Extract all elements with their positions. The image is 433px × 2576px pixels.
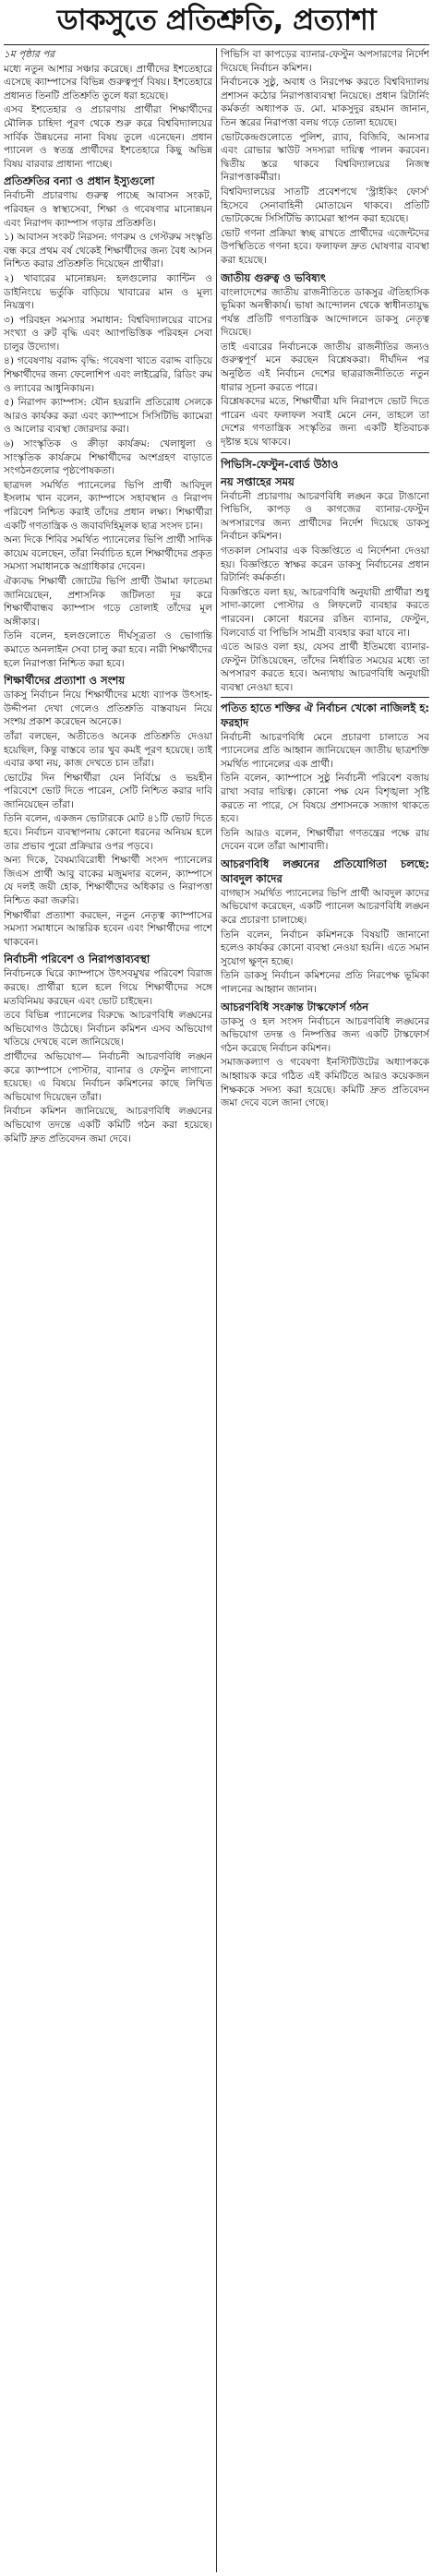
paragraph: ৩) পরিবহন সমস্যার সমাধান: বিশ্ববিদ্যালয়ের বাসের সংখ্যা ও রুট বৃদ্ধি এবং অ্যাপভিত্তিক পরিবহন সেবা চালুর উদ্যোগ।: [4, 314, 212, 353]
paragraph: তাঁরা বলছেন, অতীতেও অনেক প্রতিশ্রুতি দেওয়া হয়েছিল, কিন্তু বাস্তবে তার খুব কমই পূরণ হয়েছে। তাই এবার কথা নয়, কাজ দেখতে চান তাঁরা।: [4, 730, 212, 770]
paragraph: ৪) গবেষণায় বরাদ্দ বৃদ্ধি: গবেষণা খাতে বরাদ্দ বাড়িয়ে শিক্ষার্থীদের জন্য ফেলোশিপ এবং লাইব্রেরি, রিডিং রুম ও ল্যাবের আধুনিকায়ন।: [4, 355, 212, 394]
paragraph: ডাকসু নির্বাচন নিয়ে শিক্ষার্থীদের মধ্যে ব্যাপক উৎসাহ-উদ্দীপনা দেখা গেলেও প্রতিশ্রুতি বাস্তবায়ন নিয়ে সংশয় প্রকাশ করেছেন অনেকে।: [4, 689, 212, 728]
paragraph: নির্বাচন কমিশন জানিয়েছে, আচরণবিধি লঙ্ঘনের অভিযোগ তদন্তে একটি কমিটি গঠন করা হয়েছে। কমিটি দ্রুত প্রতিবেদন জমা দেবে।: [4, 1106, 212, 1144]
paragraph: গতকাল সোমবার এক বিজ্ঞপ্তিতে এ নির্দেশনা দেওয়া হয়। বিজ্ঞপ্তিতে স্বাক্ষর করেন ডাকসু নির্বাচনের প্রধান রিটার্নিং কর্মকর্তা।: [220, 545, 429, 584]
section-heading: পতিত হাতে শক্তির ঐ নির্বাচন খেকো নাজিলই হ: ফরহাদ: [220, 701, 429, 729]
column-divider: [216, 48, 217, 2572]
paragraph: নির্বাচনকে ঘিরে ক্যাম্পাসে উৎসবমুখর পরিবেশ বিরাজ করছে। প্রার্থীরা হলে হলে গিয়ে শিক্ষার্থীদের সঙ্গে মতবিনিময় করছেন এবং ভোট চাইছেন।: [4, 968, 212, 1007]
paragraph: বিশ্লেষকদের মতে, শিক্ষার্থীরা যদি নিরাপদে ভোট দিতে পারেন এবং ফলাফল সবাই মেনে নেন, তাহলে তা দেশের গণতান্ত্রিক সংস্কৃতির জন্য একটি ইতিবাচক দৃষ্টান্ত হয়ে থাকবে।: [220, 396, 429, 449]
paragraph: নির্বাচনী প্রচারণায় গুরুত্ব পাচ্ছে আবাসন সংকট, পরিবহন ও স্বাস্থ্যসেবা, শিক্ষা ও গবেষণার মানোন্নয়ন এবং নিরাপদ ক্যাম্পাস গড়ার প্রতিশ্রুতি।: [4, 190, 212, 229]
section-heading: জাতীয় গুরুত্ব ও ভবিষ্যৎ: [220, 270, 327, 284]
left-column-body: [4, 63, 212, 1146]
paragraph: ভোটকেন্দ্রগুলোতে পুলিশ, র‍্যাব, বিজিবি, আনসার এবং রোভার স্কাউট সদস্যরা দায়িত্ব পালন করবেন। দ্বিতীয় স্তরে থাকবে বিশ্ববিদ্যালয়ের নিজস্ব নিরাপত্তাকর্মীরা।: [220, 131, 429, 184]
paragraph: তিনি বলেন, নির্বাচন কমিশনকে বিষয়টি জানানো হলেও কার্যকর কোনো ব্যবস্থা নেওয়া হয়নি। এতে সমান সুযোগ ক্ষুণ্ন হচ্ছে।: [220, 929, 429, 967]
headline: ডাকসুতে প্রতিশ্রুতি, প্রত্যাশা: [56, 4, 377, 37]
section-heading: আচরণবিধি সংক্রান্ত টাস্কফোর্স গঠন: [220, 1000, 369, 1013]
paragraph: এতে আরও বলা হয়, যেসব প্রার্থী ইতিমধ্যে ব্যানার-ফেস্টুন টাঙিয়েছেন, তাঁদের নির্ধারিত সময়ের মধ্যে তা অপসারণ করতে হবে। অন্যথায় আচরণবিধি অনুযায়ী ব্যবস্থা নেওয়া হবে।: [220, 641, 429, 693]
right-column-body: [221, 48, 429, 1110]
paragraph: তিনি ডাকসু নির্বাচন কমিশনের প্রতি নিরপেক্ষ ভূমিকা পালনের আহ্বান জানান।: [220, 970, 429, 996]
paragraph: তিনি বলেন, ক্যাম্পাসে সুষ্ঠু নির্বাচনী পরিবেশ বজায় রাখা সবার দায়িত্ব। কোনো পক্ষ যেন বিশৃঙ্খলা সৃষ্টি করতে না পারে, সে বিষয়ে প্রশাসনকে সজাগ থাকতে হবে।: [220, 773, 429, 825]
paragraph: ডাকসু ও হল সংসদ নির্বাচনে আচরণবিধি লঙ্ঘনের অভিযোগ তদন্ত ও নিষ্পত্তির জন্য একটি টাস্কফোর্স গঠন করেছে নির্বাচন কমিশন।: [220, 1015, 429, 1054]
paragraph: ২) খাবারের মানোন্নয়ন: হলগুলোর ক্যান্টিন ও ডাইনিংয়ে ভর্তুকি বাড়িয়ে খাবারের মান ও মূল্য নিয়ন্ত্রণ।: [4, 272, 212, 312]
paragraph: এসব ইশতেহার ও প্রচারণায় প্রার্থীরা শিক্ষার্থীদের মৌলিক চাহিদা পূরণ থেকে শুরু করে বিশ্ববিদ্যালয়ের সার্বিক উন্নয়নের নানা বিষয় তুলে এনেছেন। প্রধান প্যানেল ও স্বতন্ত্র প্রার্থীদের ইশতেহারে কিছু অভিন্ন বিষয় বারবার প্রাধান্য পাচ্ছে।: [4, 104, 212, 170]
paragraph: ভোট গণনা প্রক্রিয়া স্বচ্ছ রাখতে প্রার্থীদের এজেন্টদের উপস্থিতিতে গণনা হবে। ফলাফল দ্রুত ঘোষণার ব্যবস্থা করা হয়েছে।: [220, 227, 429, 266]
headline-rule: [4, 44, 429, 45]
paragraph: মধ্যে নতুন আশার সঞ্চার করেছে। প্রার্থীদের ইশতেহারে এসেছে ক্যাম্পাসের বিভিন্ন গুরুত্বপূর্ণ বিষয়। ইশতেহারে প্রধানত তিনটি প্রতিশ্রুতি তুলে ধরা হয়েছে।: [4, 63, 212, 102]
paragraph: নির্বাচনী প্রচারণায় আচরণবিধি লঙ্ঘন করে টাঙানো পিভিসি, কাপড় ও কাগজের ব্যানার-ফেস্টুন অপসারণের জন্য প্রার্থীদের নির্দেশ দিয়েছে ডাকসু নির্বাচন কমিশন।: [220, 490, 429, 543]
paragraph: পিভিসি বা কাপড়ের ব্যানার-ফেস্টুন অপসারণের নির্দেশ দিয়েছে নির্বাচন কমিশন।: [220, 49, 429, 74]
section-heading: পিভিসি-ফেস্টুন-বোর্ড উঠাও: [220, 457, 339, 471]
article-columns: [4, 48, 429, 2572]
section-subheading: নয় সপ্তাহের সময়: [220, 474, 295, 488]
continued-from: ১ম পৃষ্ঠার পর: [4, 49, 55, 60]
section-heading: শিক্ষার্থীদের প্রত্যাশা ও সংশয়: [4, 674, 126, 688]
paragraph: নির্বাচনী আচরণবিধি মেনে প্রচারণা চালাতে সব প্যানেলের প্রতি আহ্বান জানিয়েছেন জাতীয় ছাত্রশক্তি সমর্থিত প্যানেলের এক প্রার্থী।: [220, 731, 429, 770]
paragraph: ভোটের দিন শিক্ষার্থীরা যেন নির্বিঘ্নে ও ভয়হীন পরিবেশে ভোট দিতে পারেন, সেটি নিশ্চিত করার দাবি জানিয়েছেন তাঁরা।: [4, 772, 212, 810]
boxed-section: [221, 452, 429, 698]
paragraph: ১) আবাসন সংকট নিরসন: গণরুম ও গেস্টরুম সংস্কৃতি বন্ধ করে প্রথম বর্ষ থেকেই শিক্ষার্থীদের জন্য বৈধ আসন নিশ্চিত করার প্রতিশ্রুতি দিয়েছেন প্রার্থীরা।: [4, 232, 212, 270]
paragraph: বাংলাদেশের জাতীয় রাজনীতিতে ডাকসুর ঐতিহাসিক ভূমিকা অনস্বীকার্য। ভাষা আন্দোলন থেকে স্বাধীনতাযুদ্ধ পর্যন্ত প্রতিটি গণতান্ত্রিক আন্দোলনে ডাকসু নেতৃত্ব দিয়েছে।: [220, 286, 429, 339]
paragraph: ৬) সাংস্কৃতিক ও ক্রীড়া কার্যক্রম: খেলাধুলা ও সাংস্কৃতিক কার্যক্রমে শিক্ষার্থীদের অংশগ্রহণ বাড়াতে সংগঠনগুলোর পৃষ্ঠপোষকতা।: [4, 438, 212, 477]
paragraph: তবে বিভিন্ন প্যানেলের বিরুদ্ধে আচরণবিধি লঙ্ঘনের অভিযোগও উঠেছে। নির্বাচন কমিশন এসব অভিযোগ খতিয়ে দেখছে বলে জানিয়েছে।: [4, 1010, 212, 1048]
paragraph: বিশ্ববিদ্যালয়ের সাতটি প্রবেশপথে 'স্ট্রাইকিং ফোর্স' হিসেবে সেনাবাহিনী মোতায়েন থাকবে। প্রতিটি ভোটকেন্দ্রে সিসিটিভি ক্যামেরা স্থাপন করা হয়েছে।: [220, 186, 429, 225]
right-column: [221, 48, 429, 2572]
paragraph: অন্য দিকে শিবির সমর্থিত প্যানেলের ভিপি প্রার্থী সাদিক কায়েম বলেছেন, তাঁরা নির্বাচিত হলে শিক্ষার্থীদের প্রকৃত সমস্যা সমাধানকে অগ্রাধিকার দেবেন।: [4, 534, 212, 573]
paragraph: প্রার্থীদের অভিযোগ— নির্বাচনী আচরণবিধি লঙ্ঘন করে ক্যাম্পাসে পোস্টার, ব্যানার ও ফেস্টুন লাগানো হয়েছে। এ বিষয়ে নির্বাচন কমিশনের কাছে লিখিত অভিযোগ দিয়েছেন তাঁরা।: [4, 1050, 212, 1103]
paragraph: ৫) নিরাপদ ক্যাম্পাস: যৌন হয়রানি প্রতিরোধ সেলকে আরও কার্যকর করা এবং ক্যাম্পাসে সিসিটিভি ক্যামেরা ও আলোর ব্যবস্থা জোরদার করা।: [4, 397, 212, 436]
left-column: [4, 48, 212, 2572]
paragraph: সমাজকল্যাণ ও গবেষণা ইনস্টিটিউটের অধ্যাপককে আহ্বায়ক করে গঠিত এই কমিটিতে আরও কয়েকজন শিক্ষককে সদস্য করা হয়েছে। কমিটি দ্রুত প্রতিবেদন জমা দেবে বলে জানা গেছে।: [220, 1057, 429, 1109]
paragraph: বিজ্ঞপ্তিতে বলা হয়, আচরণবিধি অনুযায়ী প্রার্থীরা শুধু সাদা-কালো পোস্টার ও লিফলেট ব্যবহার করতে পারবেন। কোনো ধরনের রঙিন ব্যানার, ফেস্টুন, বিলবোর্ড বা পিভিসি সামগ্রী ব্যবহার করা যাবে না।: [220, 586, 429, 639]
section-heading: আচরণবিধি লঙ্ঘনের প্রতিযোগিতা চলছে: আবদুল কাদের: [220, 857, 429, 885]
paragraph: তিনি বলেন, একজন ভোটারকে মোট ৪১টি ভোট দিতে হবে। নির্বাচন ব্যবস্থাপনায় কোনো ধরনের অনিয়ম হলে তার প্রভাব পুরো প্রক্রিয়ার ওপর পড়বে।: [4, 813, 212, 852]
section-heading: প্রতিশ্রুতির বন্যা ও প্রধান ইস্যুগুলো: [4, 174, 155, 188]
paragraph: নির্বাচনকে সুষ্ঠু, অবাধ ও নিরপেক্ষ করতে বিশ্ববিদ্যালয় প্রশাসন কঠোর নিরাপত্তাব্যবস্থা নিয়েছে। প্রধান রিটার্নিং কর্মকর্তা অধ্যাপক ড. মো. মাকসুদুর রহমান জানান, তিন স্তরের নিরাপত্তা বলয় গড়ে তোলা হয়েছে।: [220, 77, 429, 128]
paragraph: ঐক্যবদ্ধ শিক্ষার্থী জোটের ভিপি প্রার্থী উমামা ফাতেমা জানিয়েছেন, প্রশাসনিক জটিলতা দূর করে শিক্ষার্থীবান্ধব ক্যাম্পাস গড়ে তোলাই তাঁদের মূল অঙ্গীকার।: [4, 575, 212, 628]
paragraph: অন্য দিকে, বৈষম্যবিরোধী শিক্ষার্থী সংসদ প্যানেলের জিএস প্রার্থী আবু বাকের মজুমদার বলেন, ক্যাম্পাসে যে দলই জয়ী হোক, শিক্ষার্থীদের অধিকার ও নিরাপত্তা নিশ্চিত করা জরুরি।: [4, 855, 212, 907]
section-heading: নির্বাচনী পরিবেশ ও নিরাপত্তাব্যবস্থা: [4, 953, 150, 966]
paragraph: শিক্ষার্থীরা প্রত্যাশা করছেন, নতুন নেতৃত্ব ক্যাম্পাসের সমস্যা সমাধানে আন্তরিক হবেন এবং শিক্ষার্থীদের পাশে থাকবেন।: [4, 909, 212, 948]
paragraph: তাই এবারের নির্বাচনকে জাতীয় রাজনীতির জন্যও গুরুত্বপূর্ণ মনে করছেন বিশ্লেষকরা। দীর্ঘদিন পর অনুষ্ঠিত এই নির্বাচন দেশের ছাত্ররাজনীতিতে নতুন ধারার সূচনা করতে পারে।: [220, 341, 429, 393]
paragraph: বাগছাস সমর্থিত প্যানেলের ভিপি প্রার্থী আবদুল কাদের অভিযোগ করেছেন, একটি প্যানেল আচরণবিধি লঙ্ঘন করে প্রচারণা চালাচ্ছে।: [220, 887, 429, 927]
paragraph: তিনি আরও বলেন, শিক্ষার্থীরা গণতন্ত্রের পক্ষে রায় দেবেন বলে তাঁরা আশাবাদী।: [220, 827, 429, 853]
paragraph: তিনি বলেন, হলগুলোতে দীর্ঘসূত্রতা ও ভোগান্তি কমাতে অনলাইন সেবা চালু করা হবে। নারী শিক্ষার্থীদের হলে নিরাপত্তা নিশ্চিত করা হবে।: [4, 630, 212, 669]
paragraph: ছাত্রদল সমর্থিত প্যানেলের ভিপি প্রার্থী আবিদুল ইসলাম খান বলেন, ক্যাম্পাসে সহাবস্থান ও নিরাপদ পরিবেশ নিশ্চিত করাই তাঁদের প্রধান লক্ষ্য। শিক্ষার্থীরা একটি গণতান্ত্রিক ও জবাবদিহিমূলক ছাত্র সংসদ চান।: [4, 479, 212, 532]
